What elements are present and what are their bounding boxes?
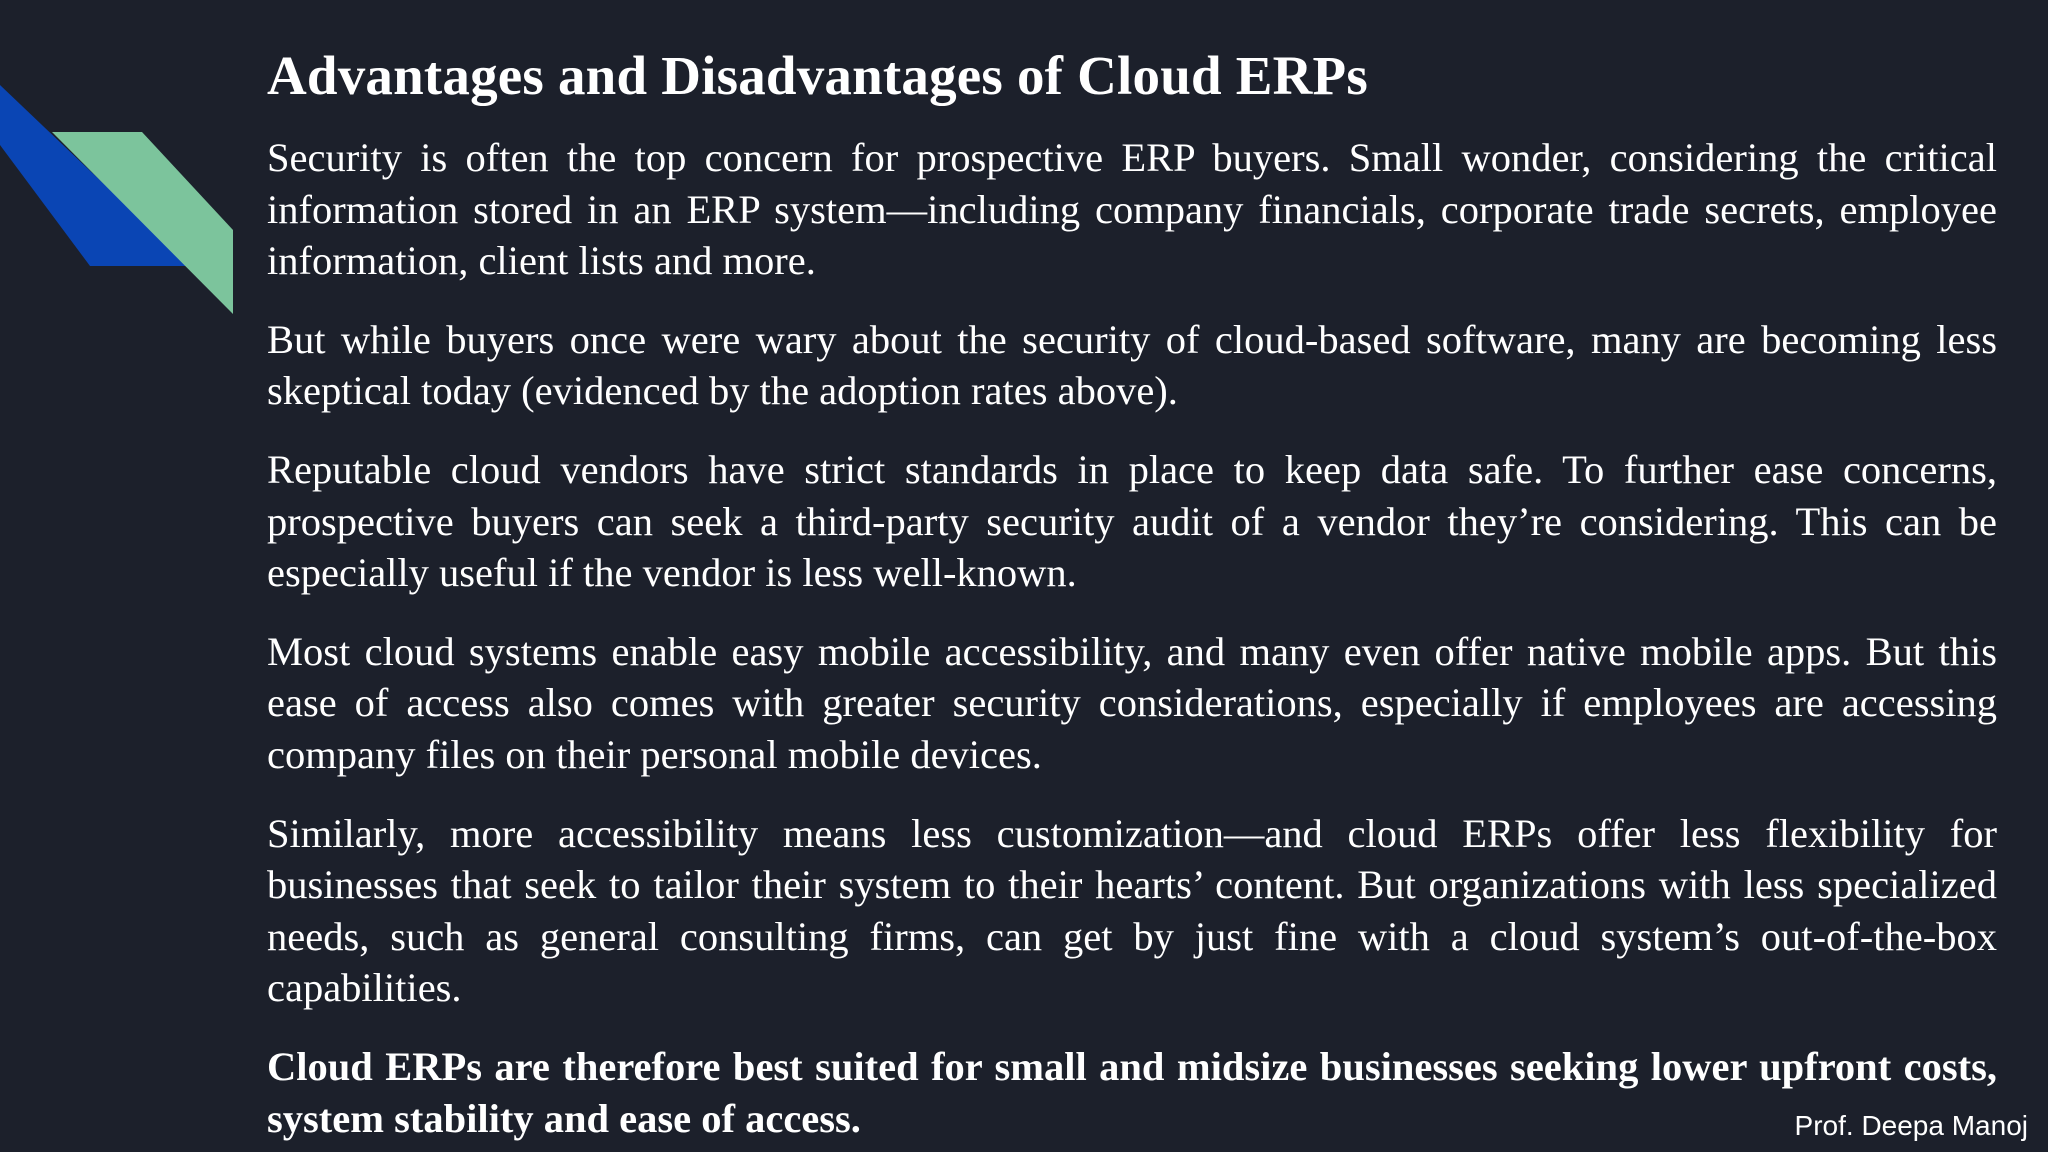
author-footer: Prof. Deepa Manoj bbox=[1794, 1110, 2028, 1141]
paragraph-mobile-accessibility: Most cloud systems enable easy mobile accessibility, and many even offer native mobile apps. But this ease of access also comes with greater security considerations, especially if employees are accessing company files on their personal mobile devices. bbox=[267, 628, 1997, 777]
paragraph-vendor-standards: Reputable cloud vendors have strict standards in place to keep data safe. To further ease concerns, prospective buyers can seek a third-party security audit of a vendor they’re considering. This can be especially useful if the vendor is less well-known. bbox=[267, 446, 1997, 596]
paragraph-customization: Similarly, more accessibility means less customization—and cloud ERPs offer less flexibility for businesses that seek to tailor their system to their hearts’ content. But organizations with less specialized needs, such as general consulting firms, can get by just fine with a cloud system’s out-of-the-box capabilities. bbox=[267, 810, 1997, 1011]
paragraph-buyer-skepticism: But while buyers once were wary about the security of cloud-based software, many are becoming less skeptical today (evidenced by the adoption rates above). bbox=[267, 316, 1997, 414]
paragraph-security-concern: Security is often the top concern for prospective ERP buyers. Small wonder, considering the critical information stored in an ERP system—including company financials, corporate trade secrets, employee information, client lists and more. bbox=[267, 135, 1997, 284]
decorative-chevron-shapes bbox=[0, 0, 240, 320]
slide-content bbox=[267, 40, 1997, 1144]
conclusion-statement: Cloud ERPs are therefore best suited for small and midsize businesses seeking lower upfront costs, system stability and ease of access. bbox=[267, 1043, 1997, 1141]
slide-title: Advantages and Disadvantages of Cloud ERPs bbox=[267, 45, 1368, 106]
